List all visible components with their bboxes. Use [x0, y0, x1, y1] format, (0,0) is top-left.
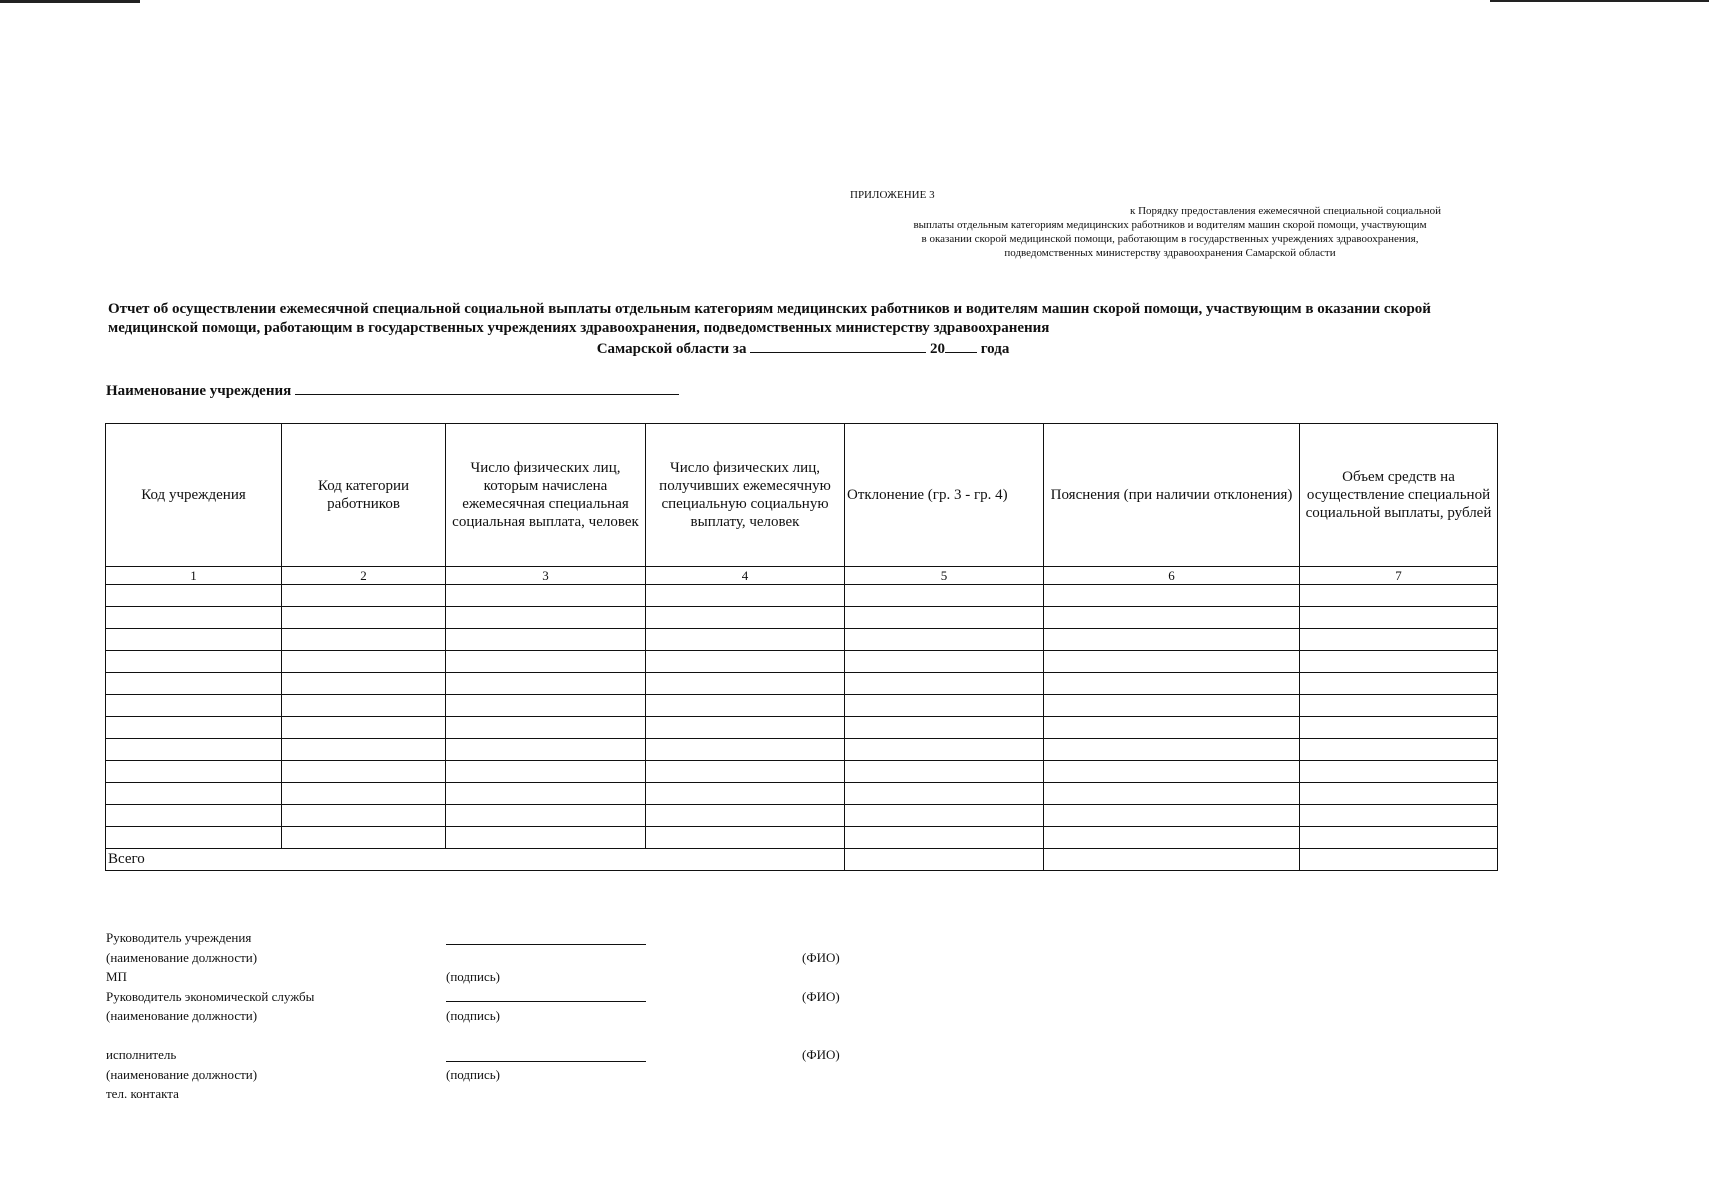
- table-cell[interactable]: [1044, 673, 1300, 695]
- column-number: 1: [106, 567, 282, 585]
- report-title: [108, 300, 1498, 359]
- report-title-text: Отчет об осуществлении ежемесячной специальной социальной выплаты отдельным категориям медицинских работников и водителям машин скорой помощи, участвующим в оказании скорой медицинской помощи, работающим в государственных учреждениях здравоохранения, подведомственных министерству здравоохранения: [108, 301, 1431, 336]
- stamp-label: МП: [106, 969, 127, 984]
- org-name-field[interactable]: [295, 380, 679, 395]
- table-cell[interactable]: [646, 717, 845, 739]
- scan-edge-mark: [0, 0, 140, 3]
- head-signature-line[interactable]: [446, 944, 646, 945]
- table-cell[interactable]: [1300, 739, 1498, 761]
- table-row: [106, 805, 1498, 827]
- table-cell[interactable]: [1044, 827, 1300, 849]
- econ-signature-line[interactable]: [446, 1001, 646, 1002]
- year-field[interactable]: [945, 338, 977, 353]
- table-cell[interactable]: [845, 585, 1044, 607]
- sign-row: [106, 987, 906, 1007]
- table-cell[interactable]: [1300, 805, 1498, 827]
- table-cell[interactable]: [106, 629, 282, 651]
- table-cell[interactable]: [646, 585, 845, 607]
- column-number: 4: [646, 567, 845, 585]
- table-cell[interactable]: [106, 695, 282, 717]
- table-cell[interactable]: [282, 717, 446, 739]
- sign-row: [106, 967, 906, 987]
- signature-label: (подпись): [446, 1066, 500, 1082]
- table-cell[interactable]: [1300, 651, 1498, 673]
- table-cell[interactable]: [446, 717, 646, 739]
- table-cell[interactable]: [646, 651, 845, 673]
- table-cell[interactable]: [282, 607, 446, 629]
- table-row: [106, 651, 1498, 673]
- table-cell[interactable]: [282, 673, 446, 695]
- header-cell: Отклонение (гр. 3 - гр. 4): [845, 424, 1044, 567]
- header-cell: Код учреждения: [106, 424, 282, 567]
- head-title: Руководитель учреждения: [106, 930, 252, 945]
- header-cell: Число физических лиц, получивших ежемесячную специальную социальную выплату, человек: [646, 424, 845, 567]
- table-row: [106, 717, 1498, 739]
- table-cell[interactable]: [282, 783, 446, 805]
- table-cell[interactable]: [646, 607, 845, 629]
- table-cell[interactable]: [1044, 607, 1300, 629]
- table-cell[interactable]: [106, 805, 282, 827]
- table-cell[interactable]: [106, 783, 282, 805]
- column-number: 3: [446, 567, 646, 585]
- table-cell[interactable]: [845, 761, 1044, 783]
- table-row: [106, 695, 1498, 717]
- period-field[interactable]: [750, 338, 926, 353]
- table-row: [106, 585, 1498, 607]
- fio-label: (ФИО): [802, 988, 840, 1004]
- table-cell[interactable]: [106, 673, 282, 695]
- total-cell[interactable]: [1044, 849, 1300, 871]
- org-name-label: Наименование учреждения: [106, 383, 292, 399]
- table-cell[interactable]: [106, 607, 282, 629]
- table-cell[interactable]: [446, 651, 646, 673]
- table-cell[interactable]: [1300, 783, 1498, 805]
- table-cell[interactable]: [282, 739, 446, 761]
- appendix-ref-line: к Порядку предоставления ежемесячной специальной социальной: [1130, 205, 1442, 217]
- table-cell[interactable]: [646, 739, 845, 761]
- table-cell[interactable]: [646, 673, 845, 695]
- signature-label: (подпись): [446, 969, 500, 984]
- table-cell[interactable]: [1044, 585, 1300, 607]
- table-cell[interactable]: [845, 717, 1044, 739]
- phone-label: тел. контакта: [106, 1086, 179, 1101]
- table-cell[interactable]: [446, 783, 646, 805]
- table-cell[interactable]: [1300, 673, 1498, 695]
- signature-label: (подпись): [446, 1008, 500, 1023]
- header-cell: Пояснения (при наличии отклонения): [1044, 424, 1300, 567]
- total-cell[interactable]: [845, 849, 1044, 871]
- table-cell[interactable]: [446, 585, 646, 607]
- column-number: 2: [282, 567, 446, 585]
- header-cell: Число физических лиц, которым начислена ежемесячная специальная социальная выплата, человек: [446, 424, 646, 567]
- table-cell[interactable]: [646, 805, 845, 827]
- table-cell[interactable]: [446, 805, 646, 827]
- table-cell[interactable]: [646, 783, 845, 805]
- total-cell[interactable]: [1300, 849, 1498, 871]
- table-cell[interactable]: [282, 761, 446, 783]
- sign-row: [106, 1026, 906, 1046]
- table-cell[interactable]: [845, 695, 1044, 717]
- table-cell[interactable]: [106, 827, 282, 849]
- table-cell[interactable]: [845, 783, 1044, 805]
- appendix-ref-line: выплаты отдельным категориям медицинских работников и водителям машин скорой помощи, участвующим: [913, 219, 1427, 231]
- table-cell[interactable]: [845, 673, 1044, 695]
- table-cell[interactable]: [446, 629, 646, 651]
- table-cell[interactable]: [845, 607, 1044, 629]
- report-period-line: [108, 338, 1498, 359]
- fio-label: (ФИО): [802, 949, 840, 965]
- table-row: [106, 629, 1498, 651]
- table-cell[interactable]: [1300, 629, 1498, 651]
- signature-block: [106, 928, 906, 1104]
- table-cell[interactable]: [446, 607, 646, 629]
- table-cell[interactable]: [446, 695, 646, 717]
- total-row: [106, 849, 1498, 871]
- header-cell: Объем средств на осуществление специальной социальной выплаты, рублей: [1300, 424, 1498, 567]
- table-cell[interactable]: [106, 651, 282, 673]
- table-cell[interactable]: [106, 585, 282, 607]
- position-label: (наименование должности): [106, 1066, 258, 1082]
- table-cell[interactable]: [282, 585, 446, 607]
- header-cell: Код категории работников: [282, 424, 446, 567]
- table-row: [106, 827, 1498, 849]
- table-cell[interactable]: [282, 805, 446, 827]
- table-cell[interactable]: [1044, 739, 1300, 761]
- table-cell[interactable]: [282, 629, 446, 651]
- table-cell[interactable]: [845, 651, 1044, 673]
- executor-signature-line[interactable]: [446, 1061, 646, 1062]
- table-cell[interactable]: [646, 695, 845, 717]
- table-header-row: [106, 424, 1498, 567]
- table-cell[interactable]: [845, 805, 1044, 827]
- table-cell[interactable]: [646, 761, 845, 783]
- table-cell[interactable]: [446, 761, 646, 783]
- table-cell[interactable]: [446, 827, 646, 849]
- table-row: [106, 739, 1498, 761]
- table-cell[interactable]: [282, 695, 446, 717]
- table-cell[interactable]: [106, 739, 282, 761]
- appendix-ref-line: подведомственных министерству здравоохранения Самарской области: [1004, 247, 1336, 259]
- region-period-label: Самарской области за: [596, 341, 747, 357]
- sign-row: [106, 1084, 906, 1104]
- table-cell[interactable]: [1044, 651, 1300, 673]
- table-cell[interactable]: [1044, 695, 1300, 717]
- table-cell[interactable]: [446, 673, 646, 695]
- appendix-header: [840, 188, 1500, 260]
- sign-row: [106, 948, 906, 968]
- table-cell[interactable]: [1044, 717, 1300, 739]
- column-number: 7: [1300, 567, 1498, 585]
- total-label: Всего: [106, 849, 845, 871]
- position-label: (наименование должности): [106, 949, 258, 965]
- table-cell[interactable]: [106, 717, 282, 739]
- column-number: 6: [1044, 567, 1300, 585]
- year-prefix: 20: [929, 341, 945, 357]
- table-cell[interactable]: [1044, 805, 1300, 827]
- table-body: [106, 585, 1498, 849]
- table-cell[interactable]: [1300, 585, 1498, 607]
- table-row: [106, 761, 1498, 783]
- table-cell[interactable]: [1044, 629, 1300, 651]
- scan-edge-mark: [1490, 0, 1709, 2]
- appendix-label: ПРИЛОЖЕНИЕ 3: [850, 189, 935, 201]
- table-cell[interactable]: [1300, 695, 1498, 717]
- executor-title: исполнитель: [106, 1047, 177, 1062]
- table-cell[interactable]: [1300, 717, 1498, 739]
- appendix-ref-line: в оказании скорой медицинской помощи, работающим в государственных учреждениях здравоохранения,: [921, 233, 1419, 245]
- table-cell[interactable]: [646, 629, 845, 651]
- table-cell[interactable]: [1300, 761, 1498, 783]
- column-number: 5: [845, 567, 1044, 585]
- table-cell[interactable]: [845, 827, 1044, 849]
- table-cell[interactable]: [1044, 783, 1300, 805]
- table-row: [106, 607, 1498, 629]
- sign-row: [106, 1006, 906, 1026]
- table-cell[interactable]: [282, 651, 446, 673]
- sign-row: [106, 1065, 906, 1085]
- sign-row: [106, 1045, 906, 1065]
- column-number-row: [106, 567, 1498, 585]
- table-cell[interactable]: [646, 827, 845, 849]
- table-row: [106, 783, 1498, 805]
- table-cell[interactable]: [845, 629, 1044, 651]
- table-cell[interactable]: [106, 761, 282, 783]
- org-name-row: [106, 380, 679, 400]
- fio-label: (ФИО): [802, 1047, 840, 1062]
- table-cell[interactable]: [1300, 607, 1498, 629]
- year-suffix: года: [980, 341, 1010, 357]
- table-cell[interactable]: [1300, 827, 1498, 849]
- sign-row: [106, 928, 906, 948]
- table-cell[interactable]: [282, 827, 446, 849]
- table-row: [106, 673, 1498, 695]
- table-cell[interactable]: [845, 739, 1044, 761]
- position-label: (наименование должности): [106, 1008, 258, 1023]
- report-table: [105, 423, 1498, 871]
- econ-title: Руководитель экономической службы: [106, 988, 315, 1004]
- table-cell[interactable]: [1044, 761, 1300, 783]
- table-cell[interactable]: [446, 739, 646, 761]
